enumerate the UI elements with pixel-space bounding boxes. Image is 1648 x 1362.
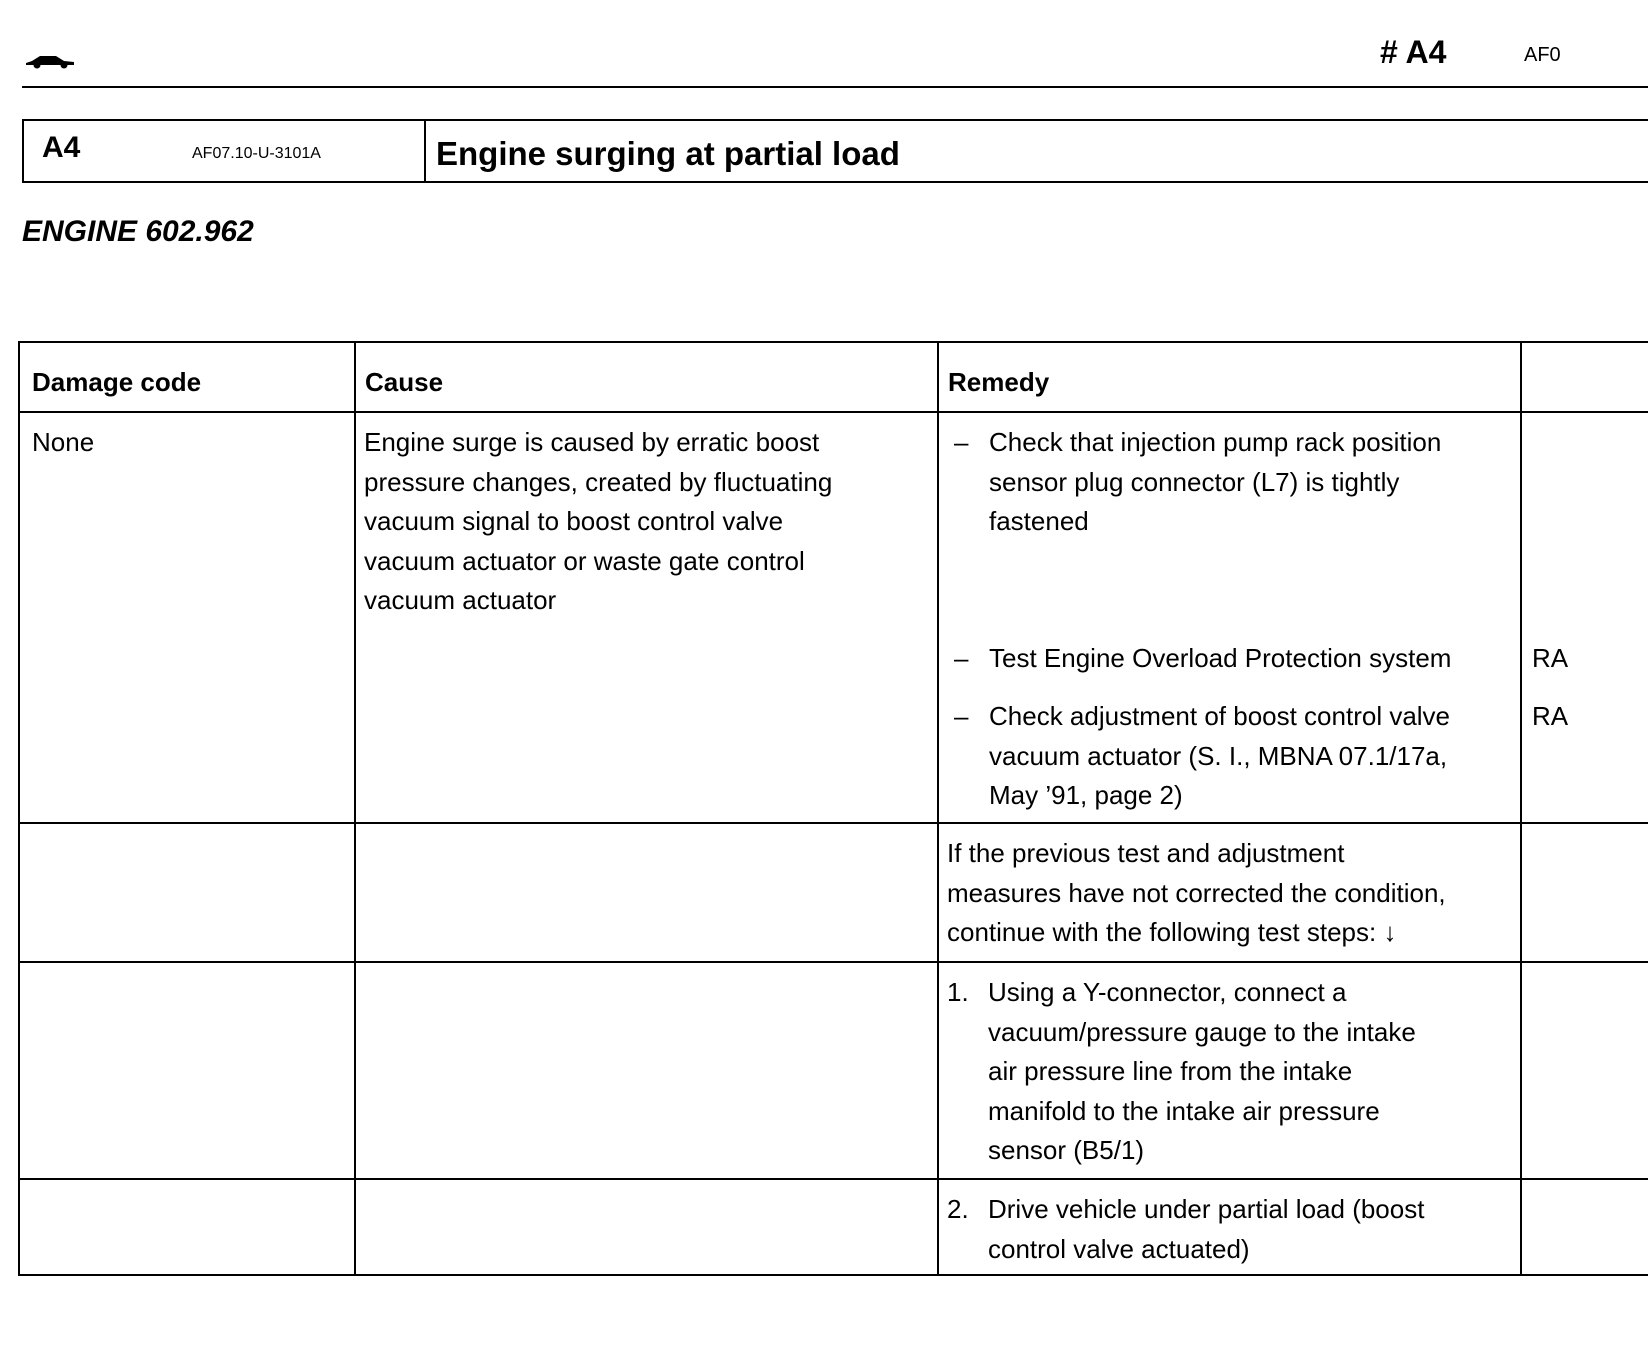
step-number: 1. (947, 977, 969, 1007)
col-divider (1520, 343, 1522, 1274)
col-divider (937, 343, 939, 1274)
remedy-line: Test Engine Overload Protection system (989, 643, 1452, 673)
header-rule (22, 86, 1648, 88)
title-divider (424, 121, 426, 181)
title-ref: AF07.10-U-3101A (192, 145, 321, 162)
step-line: Drive vehicle under partial load (boost (988, 1194, 1425, 1224)
step-line: control valve actuated) (988, 1233, 1250, 1264)
page-code: # A4 (1380, 34, 1447, 70)
remedy-bullet: – (954, 427, 969, 457)
remedy-line: May ’91, page 2) (989, 780, 1183, 810)
remedy-ref: RA (1532, 701, 1569, 731)
cause-text (364, 423, 924, 621)
cause-line: vacuum signal to boost control valve (364, 506, 784, 536)
cause-line: vacuum actuator or waste gate control (364, 545, 805, 576)
engine-heading: ENGINE 602.962 (22, 215, 254, 248)
header-cause: Cause (365, 367, 444, 397)
step-line: air pressure line from the intake (988, 1056, 1353, 1086)
title-code: A4 (42, 131, 81, 164)
remedy-note (947, 834, 1517, 953)
title-box (22, 119, 1648, 183)
row-divider (20, 822, 1648, 824)
remedy-line: fastened (989, 506, 1089, 536)
header-remedy: Remedy (948, 367, 1050, 397)
diagnosis-table (18, 341, 1648, 1276)
car-icon (24, 50, 76, 70)
remedy-line: sensor plug connector (L7) is tightly (989, 466, 1400, 497)
cause-line: pressure changes, created by fluctuating (364, 466, 833, 497)
row-divider (20, 1178, 1648, 1180)
remedy-item (989, 423, 1519, 542)
col-divider (354, 343, 356, 1274)
title-text: Engine surging at partial load (436, 135, 900, 172)
test-step (988, 1190, 1518, 1269)
step-line: sensor (B5/1) (988, 1135, 1145, 1165)
step-line: vacuum/pressure gauge to the intake (988, 1016, 1416, 1047)
note-line: continue with the following test steps: ↓ (947, 917, 1397, 947)
test-step (988, 973, 1518, 1171)
remedy-ref: RA (1532, 643, 1569, 673)
header-damage-code: Damage code (32, 367, 202, 397)
damage-code-value: None (32, 427, 95, 457)
page-ref: AF0 (1524, 44, 1561, 66)
cause-line: vacuum actuator (364, 585, 557, 615)
remedy-line: vacuum actuator (S. I., MBNA 07.1/17a, (989, 740, 1448, 771)
row-divider (20, 411, 1648, 413)
remedy-bullet: – (954, 701, 969, 731)
step-line: Using a Y-connector, connect a (988, 977, 1347, 1007)
row-divider (20, 961, 1648, 963)
step-line: manifold to the intake air pressure (988, 1095, 1380, 1126)
remedy-bullet: – (954, 643, 969, 673)
remedy-item (989, 697, 1519, 816)
remedy-line: Check adjustment of boost control valve (989, 701, 1451, 731)
remedy-line: Check that injection pump rack position (989, 427, 1442, 457)
note-line: If the previous test and adjustment (947, 838, 1345, 868)
note-line: measures have not corrected the condition, (947, 877, 1446, 908)
cause-line: Engine surge is caused by erratic boost (364, 427, 820, 457)
remedy-item (989, 639, 1519, 679)
step-number: 2. (947, 1194, 969, 1224)
